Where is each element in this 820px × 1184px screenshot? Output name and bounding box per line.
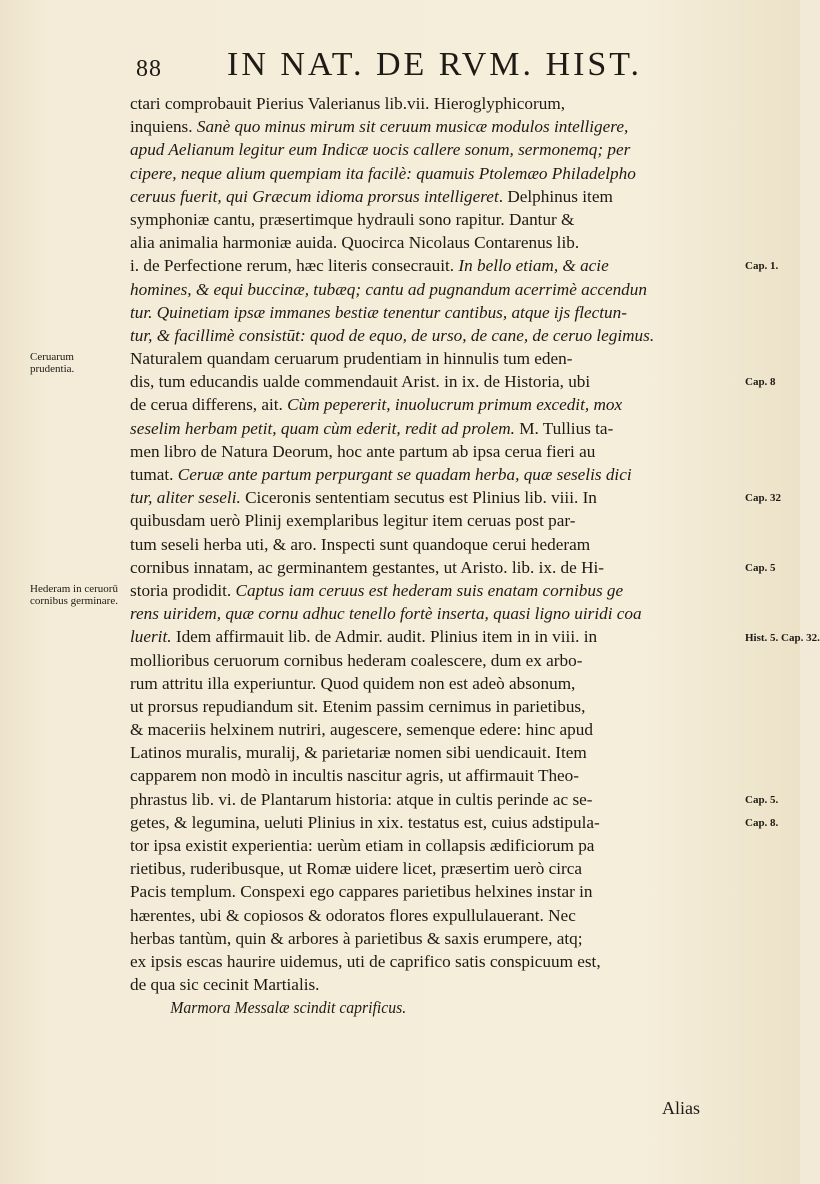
roman-text: ut prorsus repudiandum sit. Etenim passim cernimus in parietibus,	[130, 696, 586, 716]
italic-text: tur, aliter seseli.	[130, 488, 241, 508]
roman-text: rietibus, ruderibusque, ut Romæ uidere licet, præsertim uerò circa	[130, 859, 583, 879]
text-line	[130, 417, 742, 440]
roman-text: & maceriis helxinem nutriri, augescere, semenque edere: hinc apud	[130, 720, 593, 740]
roman-text: Latinos muralis, muralij, & parietariæ nomen sibi uendicauit. Item	[130, 743, 587, 763]
text-line	[130, 741, 742, 764]
italic-text: Sanè quo minus mirum sit ceruum musicæ modulos intelligere,	[196, 117, 629, 137]
margin-note-left: Hederam in ceruorū cornibus germinare.	[30, 583, 118, 608]
text-line	[130, 649, 742, 672]
roman-text: i. de Perfectione rerum, hæc literis consecrauit.	[130, 256, 459, 276]
roman-text: inquiens.	[130, 117, 197, 137]
text-line	[130, 811, 742, 834]
text-line	[130, 927, 742, 950]
page-header	[122, 46, 682, 86]
text-line	[130, 973, 742, 996]
italic-text: tur. Quinetiam ipsæ immanes bestiæ tenentur cantibus, atque ijs flectun-	[130, 302, 627, 322]
margin-note-left: Ceruarum prudentia.	[30, 351, 75, 376]
roman-text: tum seseli herba uti, & aro. Inspecti sunt quandoque cerui hederam	[130, 534, 591, 554]
text-line	[130, 533, 742, 556]
roman-text: capparem non modò in incultis nascitur agris, ut affirmauit Theo-	[130, 766, 579, 786]
running-title: IN NAT. DE RVM. HIST.	[227, 46, 643, 83]
text-line	[130, 695, 742, 718]
roman-text: tumat.	[130, 465, 178, 484]
main-text-block	[130, 92, 742, 1020]
text-line	[130, 788, 742, 811]
roman-text: M. Tullius ta-	[514, 418, 614, 438]
text-line	[130, 254, 742, 277]
roman-text: Ciceronis sententiam secutus est Plinius lib. viii. In	[240, 488, 597, 508]
margin-note-right: Cap. 8	[745, 376, 776, 389]
italic-text: seselim herbam petit, quam cùm ederit, redit ad prolem.	[130, 418, 515, 438]
margin-note-right: Cap. 5	[745, 562, 776, 574]
text-line	[130, 162, 742, 185]
text-line	[130, 347, 742, 370]
text-line	[130, 278, 742, 301]
text-line	[130, 185, 742, 208]
roman-text: herbas tantùm, quin & arbores à parietibus & saxis erumpere, atq;	[130, 928, 583, 948]
margin-note-right: Cap. 8.	[745, 817, 779, 830]
text-line	[130, 602, 742, 625]
roman-text: Pacis templum. Conspexi ego cappares parietibus helxines instar in	[130, 882, 593, 902]
roman-text: rum attritu illa experiuntur. Quod quidem non est adeò absonum,	[130, 673, 576, 693]
text-line	[130, 556, 742, 579]
text-line	[130, 138, 742, 161]
page-number: 88	[136, 56, 162, 82]
text-line	[130, 208, 742, 231]
text-line	[130, 904, 742, 927]
text-line	[130, 440, 742, 463]
text-line	[130, 834, 742, 857]
roman-text: phrastus lib. vi. de Plantarum historia: atque in cultis perinde ac se-	[130, 789, 593, 809]
roman-text: symphoniæ cantu, præsertimque hydrauli sono rapitur. Dantur &	[130, 209, 575, 229]
roman-text: tor ipsa existit experientia: uerùm etiam in collapsis ædificiorum pa	[130, 836, 595, 855]
roman-text: hærentes, ubi & copiosos & odoratos flores expullulauerant. Nec	[130, 905, 576, 925]
margin-note-right: Cap. 1.	[745, 260, 779, 273]
roman-text: cornibus innatam, ac germinantem gestantes, ut Aristo. lib. ix. de Hi-	[130, 557, 604, 577]
roman-text: de qua sic cecinit Martialis.	[130, 975, 320, 995]
roman-text: . Delphinus item	[498, 186, 613, 206]
text-line	[130, 486, 742, 509]
italic-text: Marmora Messalæ scindit caprificus.	[170, 998, 407, 1018]
text-line	[130, 463, 742, 486]
text-line	[130, 672, 742, 695]
italic-text: ceruus fuerit, qui Græcum idioma prorsus intelligeret	[130, 186, 499, 206]
italic-text: homines, & equi buccinæ, tubæq; cantu ad pugnandum acerrimè accendun	[130, 279, 647, 299]
roman-text: dis, tum educandis ualde commendauit Arist. in ix. de Historia, ubi	[130, 372, 591, 392]
text-line	[130, 370, 742, 393]
text-line	[130, 950, 742, 973]
roman-text: ex ipsis escas haurire uidemus, uti de caprifico satis conspicuum est,	[130, 951, 601, 971]
italic-text: cipere, neque alium quempiam ita facilè: quamuis Ptolemæo Philadelpho	[130, 163, 636, 183]
margin-note-right: Hist. 5. Cap. 32.	[745, 631, 820, 644]
roman-text: Naturalem quandam ceruarum prudentiam in hinnulis tum eden-	[130, 349, 573, 369]
text-line	[130, 509, 742, 532]
text-line	[130, 301, 742, 324]
italic-text: tur, & facillimè consistūt: quod de equo, de urso, de cane, de ceruo legimus.	[130, 325, 655, 345]
margin-note-right: Cap. 32	[745, 492, 782, 505]
text-line	[130, 324, 742, 347]
text-line	[130, 764, 742, 787]
roman-text: de cerua differens, ait.	[130, 395, 288, 415]
roman-text: getes, & legumina, ueluti Plinius in xix. testatus est, cuius adstipula-	[130, 812, 600, 832]
italic-text: Ceruæ ante partum perpurgant se quadam herba, quæ seselis dici	[177, 465, 632, 484]
text-line	[130, 718, 742, 741]
italic-text: apud Aelianum legitur eum Indicæ uocis callere sonum, sermonemq; per	[130, 140, 631, 160]
text-line	[130, 115, 742, 138]
roman-text: alia animalia harmoniæ auida. Quocirca Nicolaus Contarenus lib.	[130, 233, 580, 253]
text-line	[130, 880, 742, 903]
roman-text: Idem affirmauit lib. de Admir. audit. Plinius item in in viii. in	[171, 627, 598, 647]
roman-text: men libro de Natura Deorum, hoc ante partum ab ipsa cerua fieri au	[130, 441, 596, 461]
roman-text: ctari comprobauit Pierius Valerianus lib.vii. Hieroglyphicorum,	[130, 94, 566, 113]
roman-text: quibusdam uerò Plinij exemplaribus legitur item ceruas post par-	[130, 511, 576, 531]
italic-text: luerit.	[130, 627, 172, 647]
italic-text: Cùm pepererit, inuolucrum primum excedit, mox	[287, 395, 623, 415]
text-line	[130, 996, 690, 1019]
text-line	[130, 92, 742, 115]
roman-text: mollioribus ceruorum cornibus hederam coalescere, dum ex arbo-	[130, 650, 583, 670]
italic-text: rens uiridem, quæ cornu adhuc tenello fortè inserta, quasi ligno uiridi coa	[130, 604, 642, 624]
margin-note-right: Cap. 5.	[745, 794, 779, 806]
text-line	[130, 625, 742, 648]
catchword: Alias	[662, 1098, 700, 1118]
italic-text: In bello etiam, & acie	[458, 256, 609, 276]
text-line	[130, 857, 742, 880]
text-line	[130, 393, 742, 416]
roman-text: storia prodidit.	[130, 580, 236, 600]
text-line	[130, 231, 742, 254]
italic-text: Captus iam ceruus est hederam suis enatam cornibus ge	[235, 580, 624, 600]
text-line	[130, 579, 742, 602]
